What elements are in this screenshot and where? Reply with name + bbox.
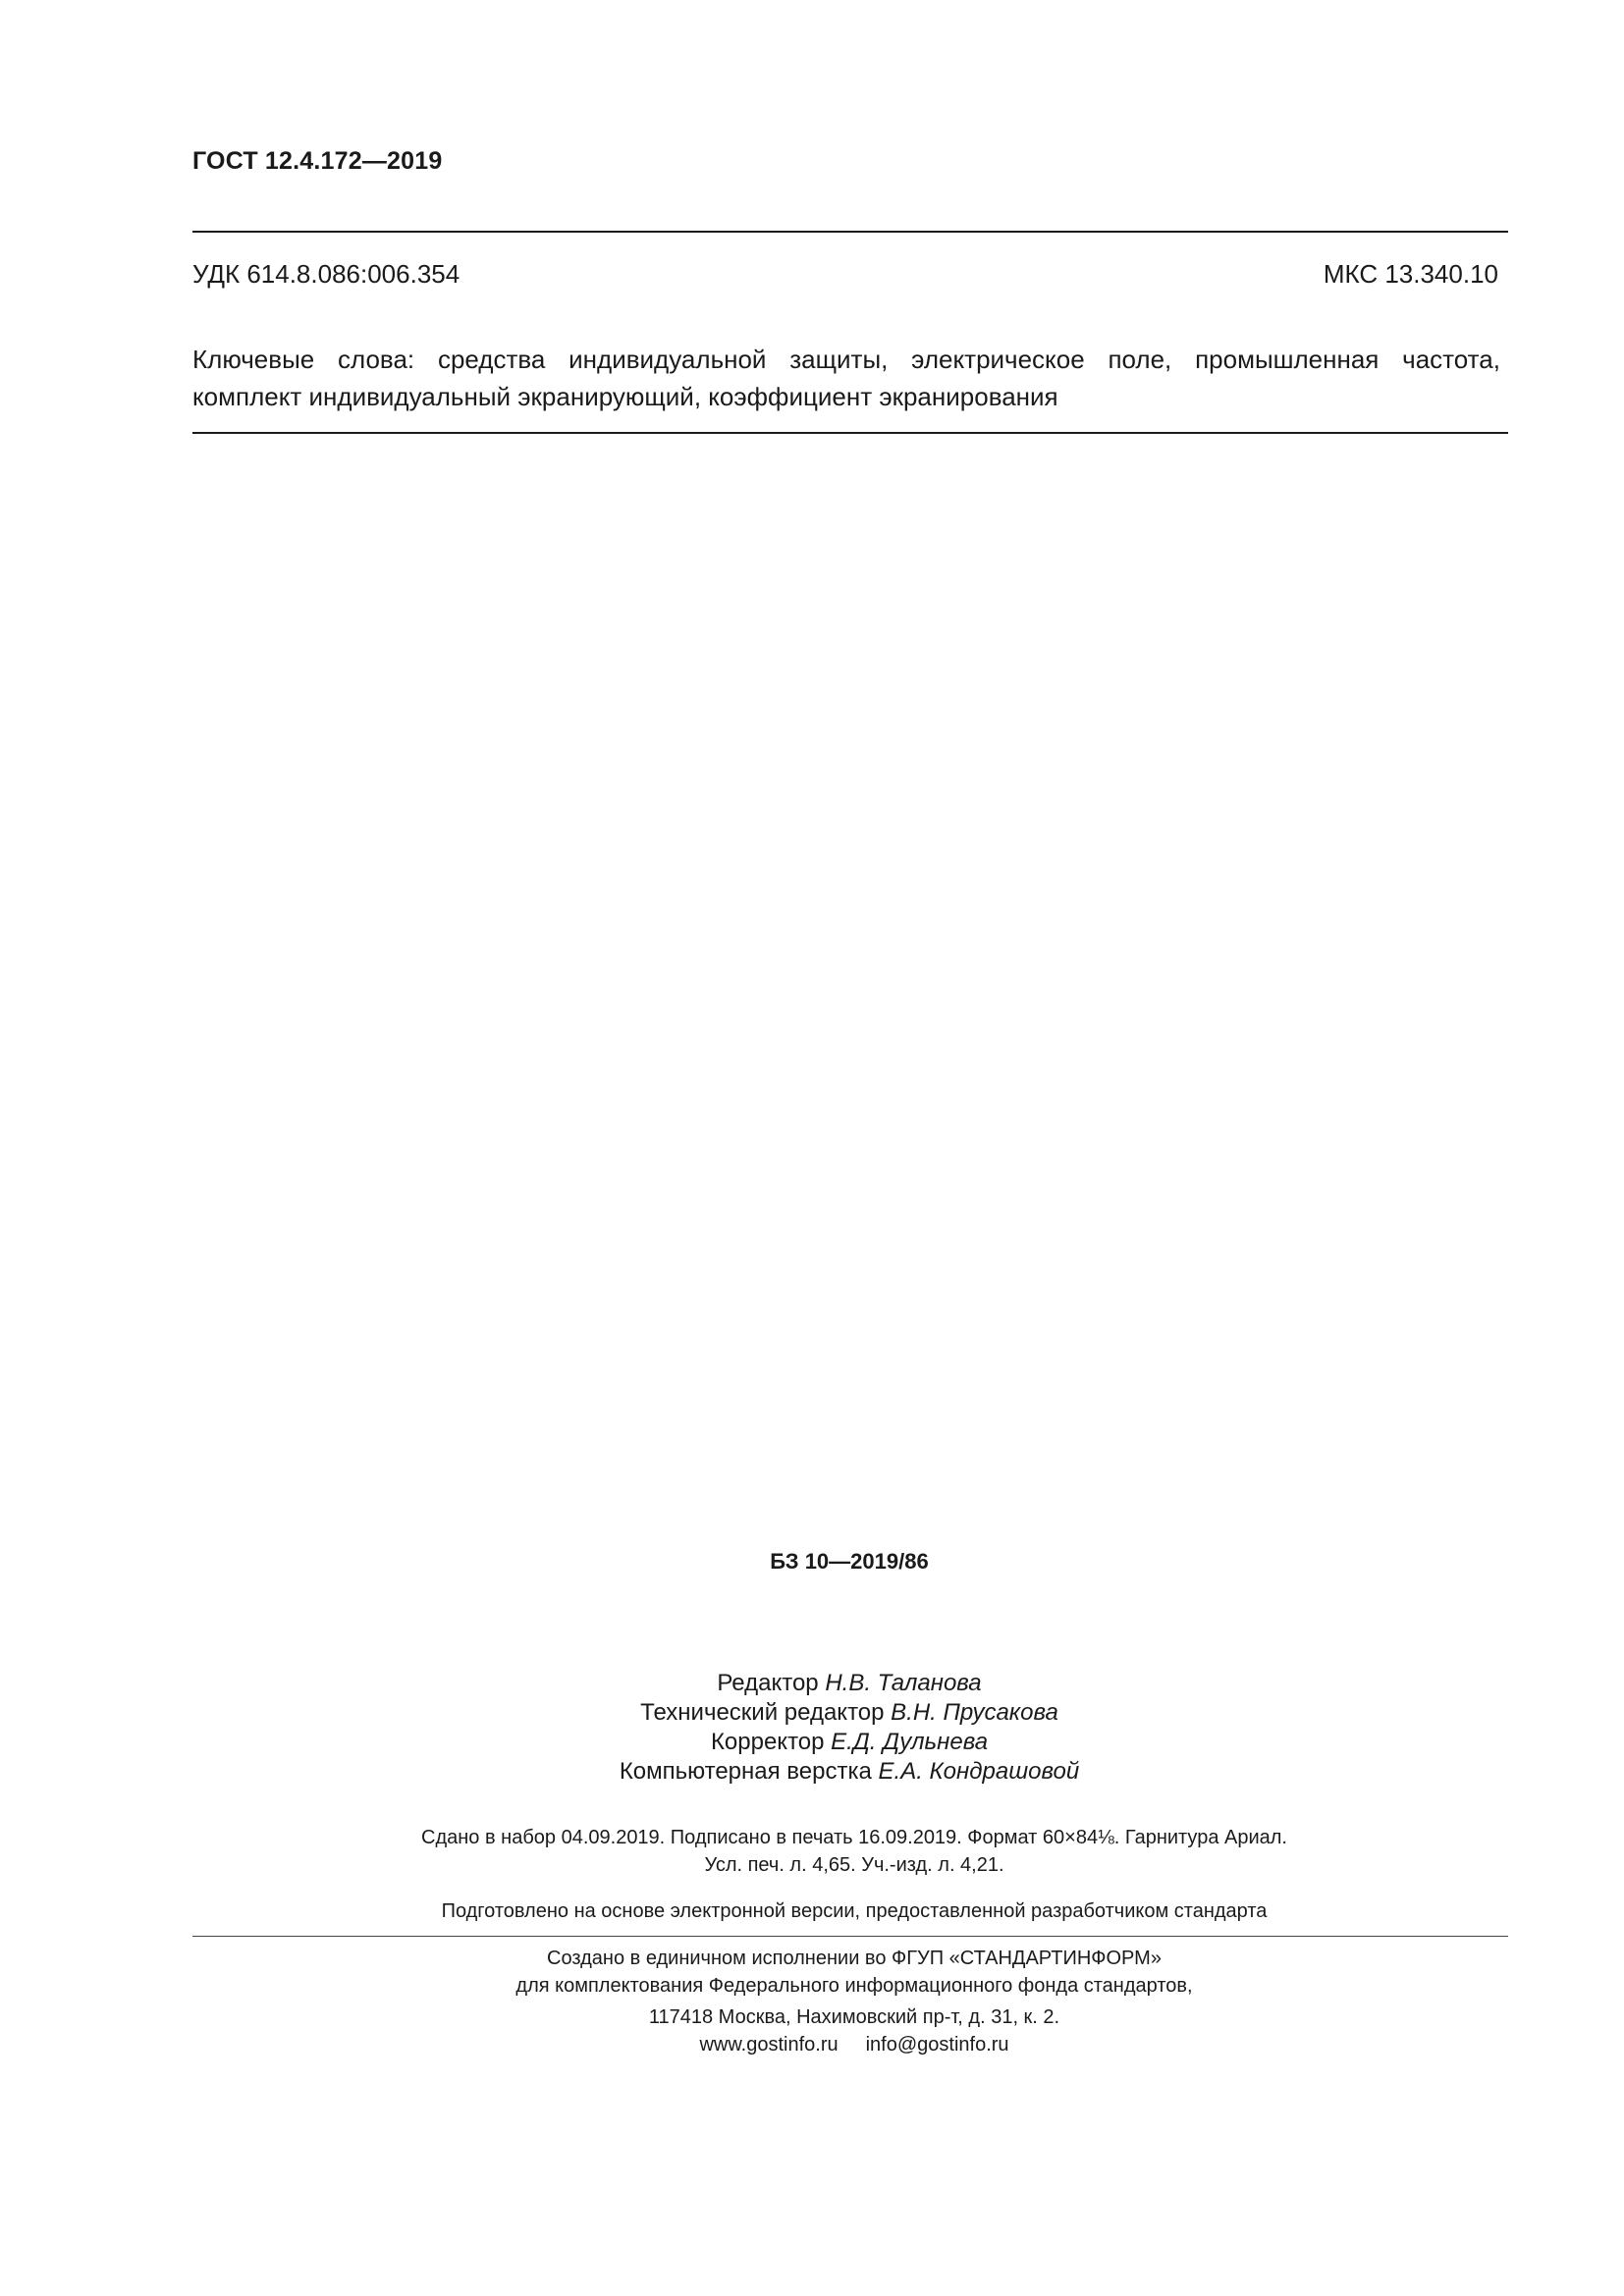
credit-name: В.Н. Прусакова	[891, 1699, 1058, 1726]
publisher-line-1: Создано в единичном исполнении во ФГУП «СТАНДАРТИНФОРМ»	[547, 1948, 1162, 1969]
standard-code: ГОСТ 12.4.172—2019	[192, 147, 443, 175]
credit-name: Е.А. Кондрашовой	[878, 1758, 1080, 1785]
keywords-divider	[192, 432, 1508, 434]
credit-role: Технический редактор	[640, 1699, 885, 1726]
publisher-block	[0, 1945, 1624, 2000]
footer-divider	[192, 1936, 1508, 1937]
keywords-line-1: Ключевые слова: средства индивидуальной защиты, электрическое поле, промышленная частота,	[192, 345, 1500, 374]
prepared-note: Подготовлено на основе электронной версии, предоставленной разработчиком стандарта	[441, 1900, 1268, 1922]
credit-role: Редактор	[717, 1670, 819, 1696]
bz-number: БЗ 10—2019/86	[770, 1549, 929, 1574]
credit-name: Н.В. Таланова	[825, 1670, 982, 1696]
credit-technical-editor	[0, 1698, 1624, 1728]
mks-code: МКС 13.340.10	[1323, 259, 1498, 289]
credits-block	[0, 1669, 1624, 1787]
credit-layout	[0, 1757, 1624, 1787]
credit-name: Е.Д. Дульнева	[831, 1729, 989, 1755]
udk-code: УДК 614.8.086:006.354	[192, 259, 460, 289]
contact-line	[0, 2031, 1624, 2058]
keywords-block	[192, 341, 1500, 415]
credit-proofreader	[0, 1728, 1624, 1757]
imprint-line-1: Сдано в набор 04.09.2019. Подписано в печать 16.09.2019. Формат 60×84⅛. Гарнитура Ариал.	[421, 1827, 1287, 1848]
credit-role: Корректор	[710, 1729, 825, 1755]
credit-editor	[0, 1669, 1624, 1698]
imprint-line-2: Усл. печ. л. 4,65. Уч.-изд. л. 4,21.	[704, 1854, 1004, 1876]
publisher-line-2: для комплектования Федерального информационного фонда стандартов,	[515, 1975, 1193, 1997]
email-link[interactable]: info@gostinfo.ru	[865, 2034, 1009, 2056]
address-block	[0, 2003, 1624, 2058]
keywords-line-2: комплект индивидуальный экранирующий, коэффициент экранирования	[192, 382, 1058, 411]
credit-role: Компьютерная верстка	[619, 1758, 872, 1785]
imprint-block	[0, 1824, 1624, 1879]
top-divider	[192, 231, 1508, 233]
address-line: 117418 Москва, Нахимовский пр-т, д. 31, к. 2.	[648, 2006, 1060, 2028]
website-link[interactable]: www.gostinfo.ru	[699, 2034, 839, 2056]
